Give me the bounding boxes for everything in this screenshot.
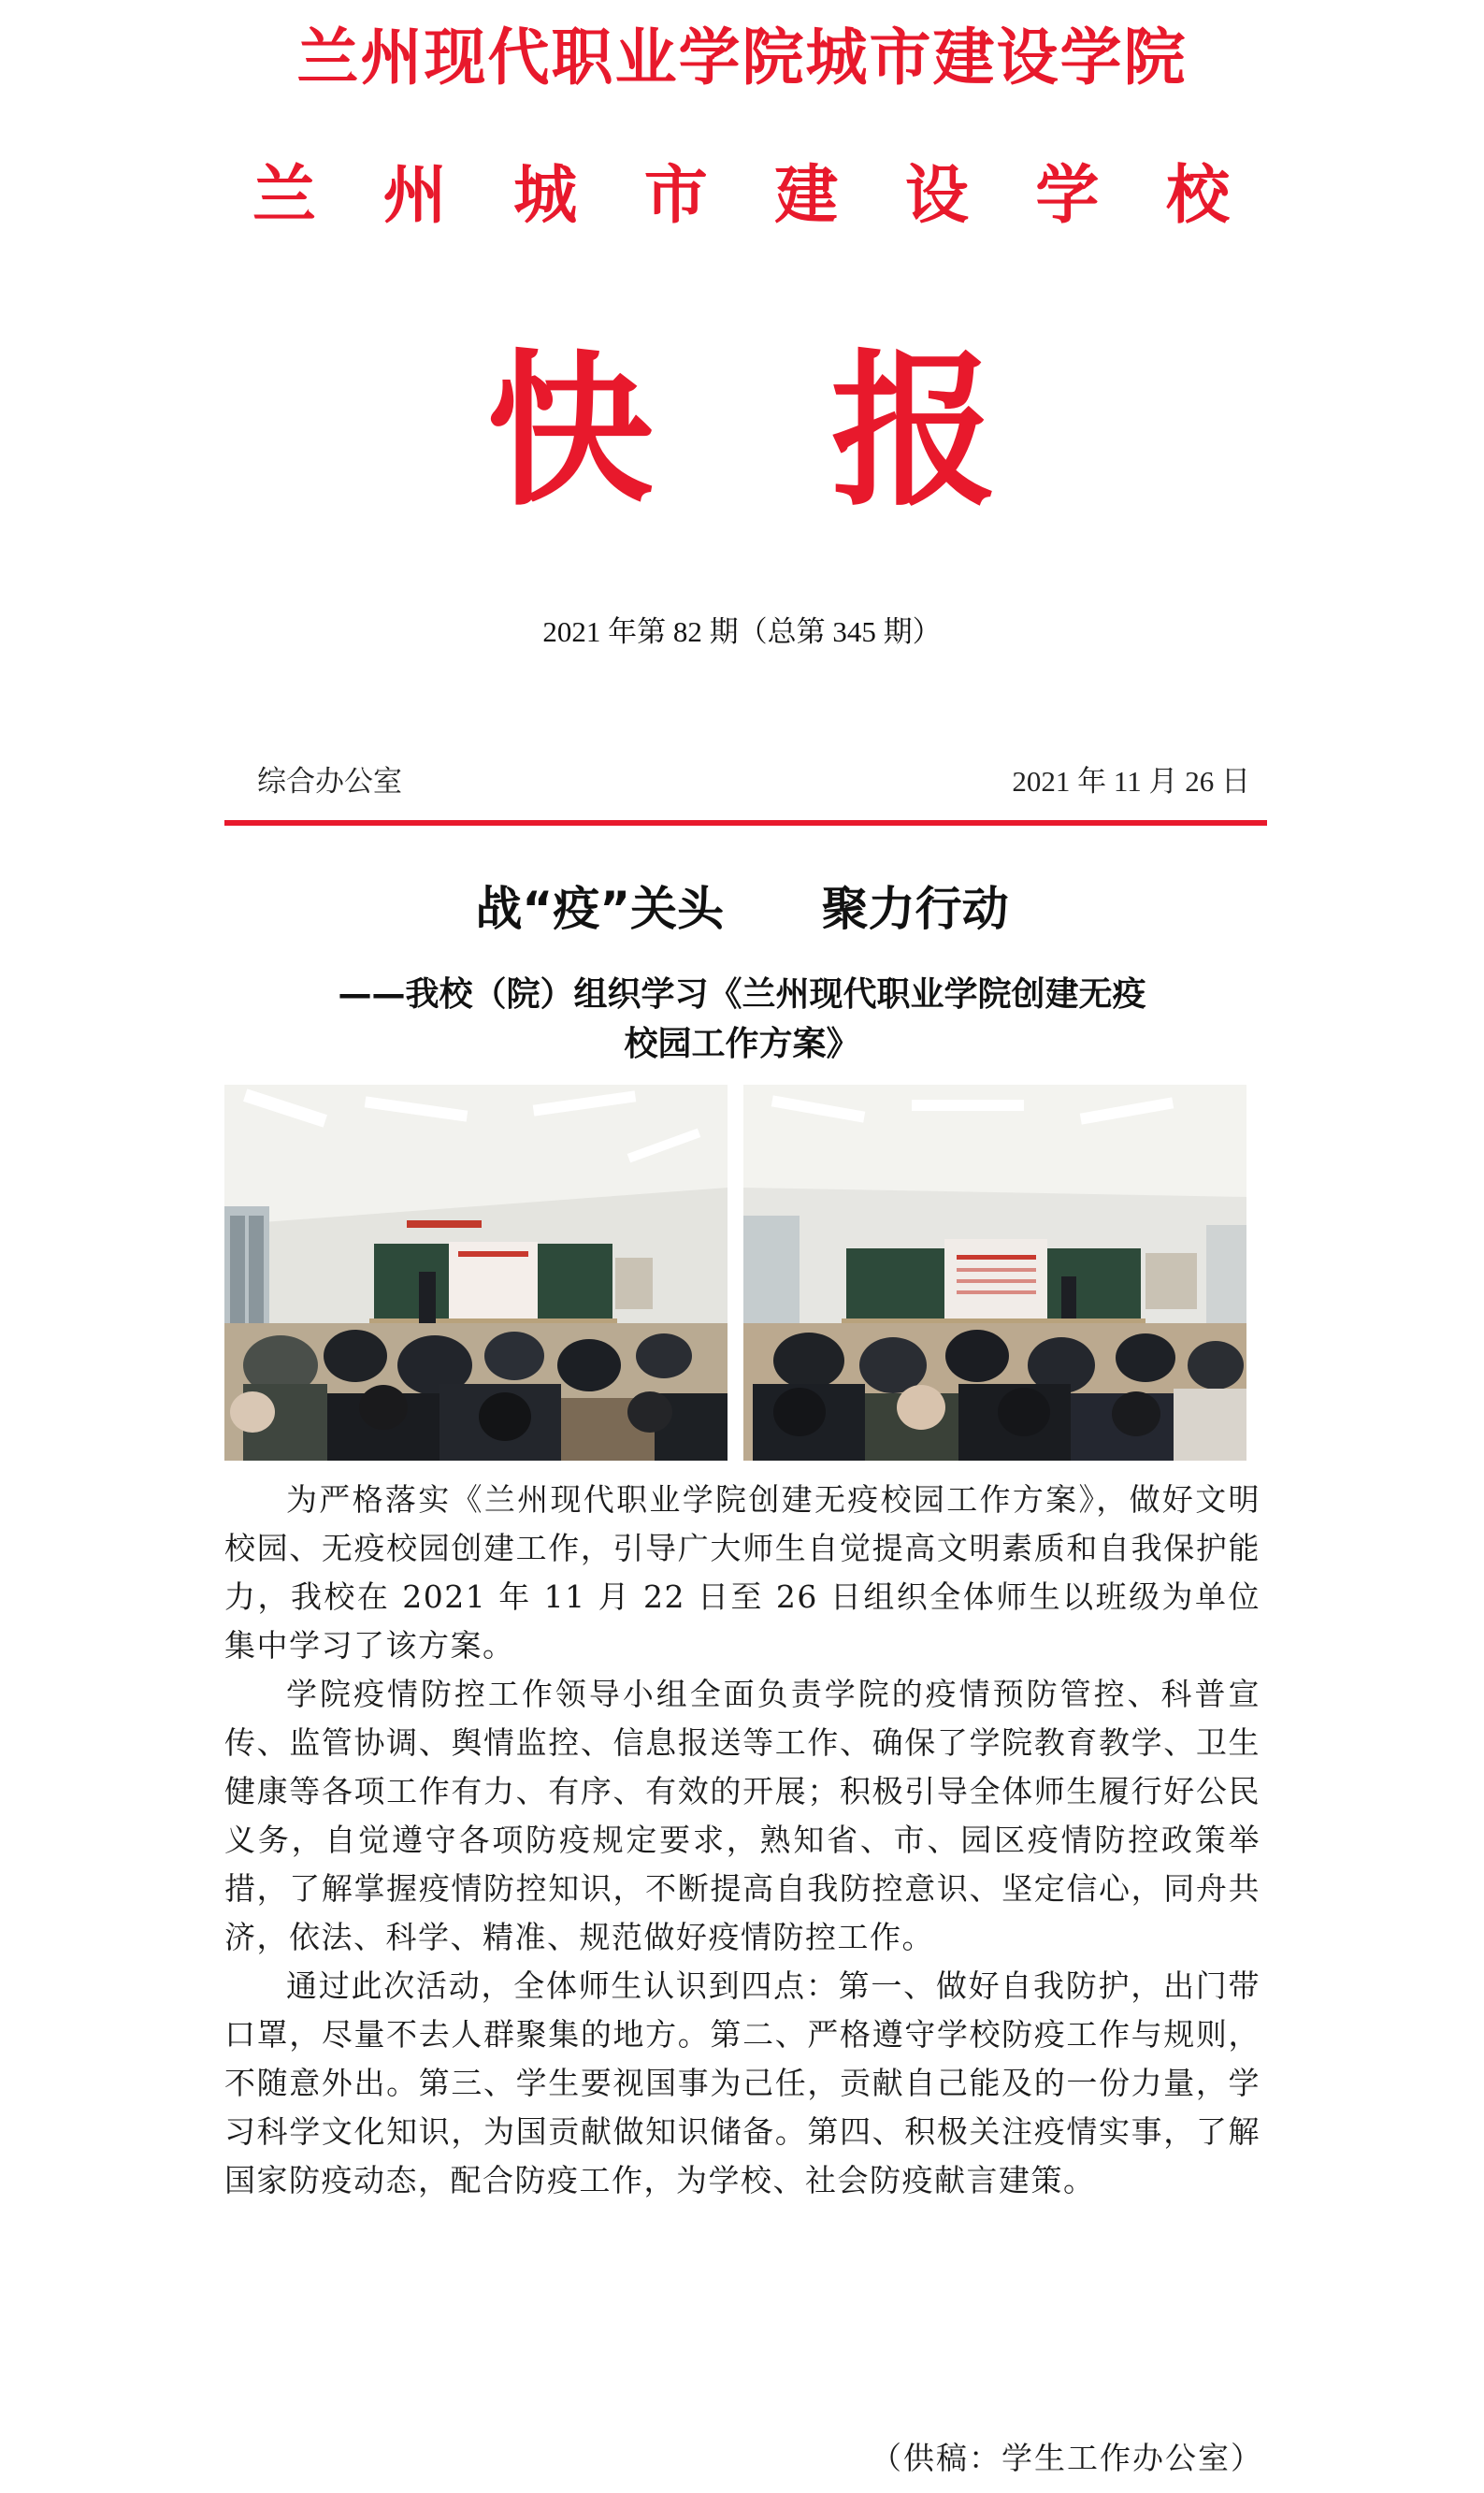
article-paragraph: 为严格落实《兰州现代职业学院创建无疫校园工作方案》，做好文明校园、无疫校园创建工作，引导广大师生自觉提高文明素质和自我保护能力，我校在 2021 年 11 月 22 日至 26 日组织全体师生以班级为单位集中学习了该方案。 xyxy=(224,1481,1261,1664)
article-paragraph: 通过此次活动，全体师生认识到四点：第一、做好自我防护，出门带口罩，尽量不去人群聚集的地方。第二、严格遵守学校防疫工作与规则，不随意外出。第三、学生要视国事为己任，贡献自己能及的一份力量，学习科学文化知识，为国贡献做知识储备。第四、积极关注疫情实事，了解国家防疫动态，配合防疫工作，为学校、社会防疫献言建策。 xyxy=(224,1967,1261,2198)
school-name-char: 兰 xyxy=(252,159,317,233)
masthead-title xyxy=(0,297,1484,537)
masthead-char: 快 xyxy=(486,333,654,528)
school-name-char: 建 xyxy=(774,159,839,233)
article-headline: 战“疫”关头 聚力行动 xyxy=(475,882,1009,936)
masthead-char: 报 xyxy=(830,333,998,528)
issue-date: 2021 年 11 月 26 日 xyxy=(1012,765,1250,798)
classroom-photo-right xyxy=(743,1085,1246,1461)
article-credit: （供稿：学生工作办公室） xyxy=(871,2440,1263,2476)
classroom-photo-left xyxy=(224,1085,728,1461)
issuing-office: 综合办公室 xyxy=(257,765,402,798)
red-divider xyxy=(224,820,1267,826)
school-name-char: 校 xyxy=(1165,159,1230,233)
school-name-char: 设 xyxy=(904,159,969,233)
institution-name: 兰州现代职业学院城市建设学院 xyxy=(296,22,1188,94)
article-body xyxy=(224,1476,1261,2205)
school-name-char: 学 xyxy=(1035,159,1100,233)
article-subtitle: ——我校（院）组织学习《兰州现代职业学院创建无疫 xyxy=(338,975,1146,1014)
school-name xyxy=(252,145,1230,236)
article-subtitle-continued: 校园工作方案》 xyxy=(624,1025,860,1063)
school-name-char: 城 xyxy=(513,159,578,233)
article-paragraph: 学院疫情防控工作领导小组全面负责学院的疫情预防管控、科普宣传、监管协调、舆情监控、信息报送等工作、确保了学院教育教学、卫生健康等各项工作有力、有序、有效的开展；积极引导全体师生履行好公民义务，自觉遵守各项防疫规定要求，熟知省、市、园区疫情防控政策举措，了解掌握疫情防控知识，不断提高自我防控意识、坚定信心，同舟共济，依法、科学、精准、规范做好疫情防控工作。 xyxy=(224,1676,1261,1955)
school-name-char: 州 xyxy=(382,159,447,233)
school-name-char: 市 xyxy=(643,159,708,233)
issue-number: 2021 年第 82 期（总第 345 期） xyxy=(542,615,942,648)
